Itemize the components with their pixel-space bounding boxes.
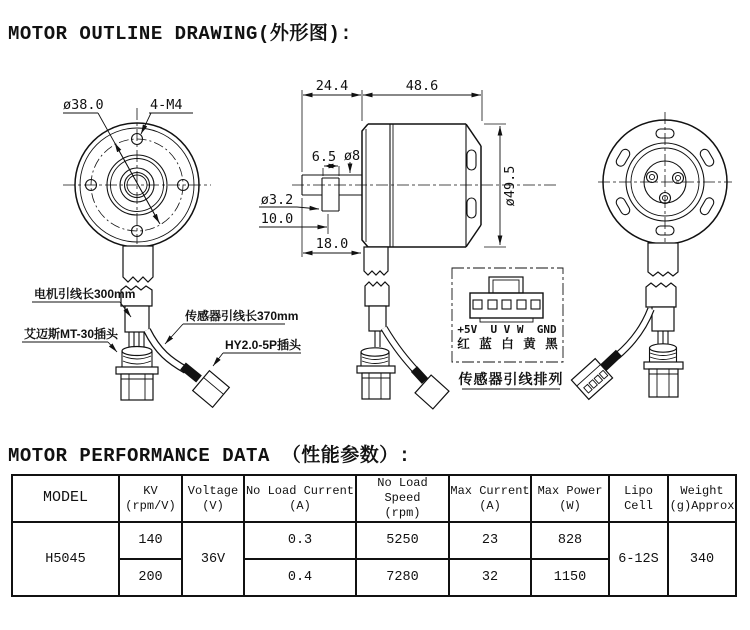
- cell-max-current: 23: [449, 522, 531, 559]
- performance-table: [11, 474, 737, 597]
- heat-shrink: [183, 366, 199, 379]
- rear-view: [598, 112, 732, 244]
- dim-hole-offset: 10.0: [260, 211, 294, 227]
- header-lipo-cell: Lipo Cell: [609, 475, 668, 522]
- pinout-caption: 传感器引线排列: [458, 371, 564, 387]
- sensor-lead-label: 传感器引线长370mm: [185, 309, 299, 323]
- connector-shell: [470, 293, 543, 318]
- header-no-load-current: No Load Current (A): [244, 475, 356, 522]
- header-voltage: Voltage (V): [182, 475, 244, 522]
- pinout-colors: 红 蓝 白 黄 黑: [457, 337, 561, 351]
- mount-holes-label: 4-M4: [150, 97, 183, 113]
- vent-slot-top: [467, 150, 476, 170]
- cell-weight: 340: [668, 522, 736, 596]
- cell-no-load-current: 0.3: [244, 522, 356, 559]
- cell-lipo: 6-12S: [609, 522, 668, 596]
- dim-shaft-diameter: ø8: [343, 148, 361, 164]
- rear-motor-cable: [571, 243, 683, 399]
- dim-body-diameter: ø49.5: [502, 165, 518, 207]
- side-view: [259, 78, 558, 257]
- cell-max-power: 828: [531, 522, 609, 559]
- motor-plug-label: 艾迈斯MT-30插头: [24, 327, 119, 341]
- sensor-plug-label: HY2.0-5P插头: [225, 338, 302, 352]
- outline-drawing-title: MOTOR OUTLINE DRAWING(外形图):: [8, 23, 353, 45]
- motor-plug-side: [357, 348, 395, 399]
- dim-cross-hole: ø3.2: [260, 192, 294, 208]
- dim-shaft-flat: 6.5: [311, 149, 337, 165]
- cell-kv: 200: [119, 559, 182, 596]
- cell-no-load-speed: 7280: [356, 559, 449, 596]
- side-motor-cable: [357, 247, 449, 409]
- motor-plug-rear: [644, 344, 683, 397]
- cell-max-power: 1150: [531, 559, 609, 596]
- cell-max-current: 32: [449, 559, 531, 596]
- cell-kv: 140: [119, 522, 182, 559]
- header-max-current: Max Current (A): [449, 475, 531, 522]
- cell-model: H5045: [12, 522, 119, 596]
- front-diameter-label: ø38.0: [63, 97, 104, 113]
- front-view: [63, 97, 211, 247]
- cell-voltage: 36V: [182, 522, 244, 596]
- pinout-signals: +5V U V W GND: [457, 323, 557, 336]
- cell-no-load-current: 0.4: [244, 559, 356, 596]
- table-header-row: [12, 475, 736, 522]
- motor-lead-label: 电机引线长300mm: [34, 287, 136, 301]
- header-max-power: Max Power (W): [531, 475, 609, 522]
- motor-plug-front: [116, 347, 158, 401]
- header-model: MODEL: [12, 475, 119, 522]
- header-kv: KV (rpm/V): [119, 475, 182, 522]
- cell-no-load-speed: 5250: [356, 522, 449, 559]
- table-row: [12, 522, 736, 559]
- vent-slot-bottom: [467, 198, 476, 218]
- header-weight: Weight (g)Approx: [668, 475, 736, 522]
- dim-shaft-root: 18.0: [315, 236, 349, 252]
- dim-body-length: 48.6: [405, 78, 439, 94]
- header-no-load-speed: No Load Speed (rpm): [356, 475, 449, 522]
- sensor-pinout: [452, 268, 564, 389]
- front-motor-cable: [116, 246, 229, 407]
- dim-shaft-length: 24.4: [315, 78, 349, 94]
- performance-data-title: MOTOR PERFORMANCE DATA （性能参数）:: [8, 445, 411, 467]
